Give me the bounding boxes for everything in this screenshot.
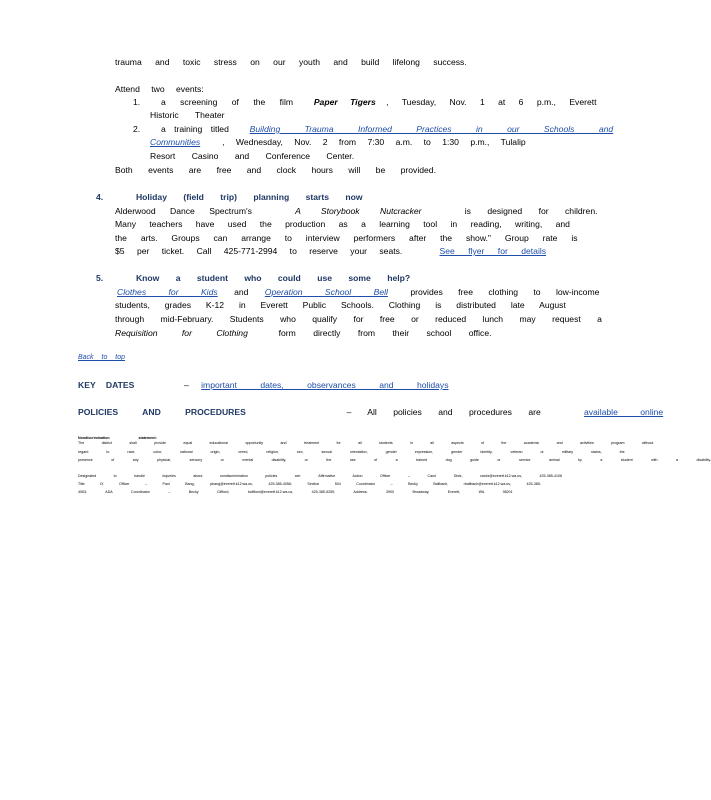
fine-print-p1-l3: presence of any physical, sensory or mental disability, or the use of a trained dog guide or service animal by a student with a disability.: [78, 458, 711, 462]
attend-item-1-cont: Historic Theater: [150, 110, 225, 120]
item5-line2: students, grades K-12 in Everett Public Schools. Clothing is distributed late August: [115, 300, 566, 310]
fine-print-p1-l1: The district shall provide equal educational opportunity and treatment for all students in all aspects of the academic and activities program without: [78, 441, 654, 445]
item4-line2: Many teachers have used the production as a learning tool in reading, writing, and: [115, 219, 570, 229]
back-to-top-link[interactable]: Back to top: [78, 354, 126, 361]
item5-line4: Requisition for Clothing form directly from their school office.: [115, 328, 492, 338]
film-title: Paper Tigers: [313, 97, 376, 107]
attend-lead: Attend two events:: [115, 84, 204, 94]
back-to-top: [78, 353, 125, 363]
attend-item-1: 1. a screening of the film Paper Tigers , Tuesday, Nov. 1 at 6 p.m., Everett: [133, 97, 597, 107]
item4-line3: the arts. Groups can arrange to interview performers after the show." Group rate is: [115, 233, 578, 243]
key-dates-link[interactable]: important dates, observances and holidays: [201, 380, 449, 390]
item5-line3: through mid-February. Students who qualify for free or reduced lunch may request a: [115, 314, 602, 324]
attend-item-2-line2: Communities , Wednesday, Nov. 2 from 7:30 a.m. to 1:30 p.m., Tulalip: [150, 137, 526, 147]
attend-item-2: 2. a training titled Building Trauma Informed Practices in our Schools and: [133, 124, 614, 134]
fine-print-p1-l2: regard to race, color, national origin, creed, religion, sex, sexual orientation, gender expression, gender identity, veteran or military status, the: [78, 450, 625, 454]
item4-line4: $5 per ticket. Call 425-771-2994 to reserve your seats. See flyer for details: [115, 246, 552, 256]
policies: POLICIES AND PROCEDURES – All policies and procedures are available online: [78, 407, 671, 417]
key-dates: KEY DATES – important dates, observances and holidays: [78, 380, 455, 390]
fine-print-p2-l2: Title IX Officer – Paul Bang, pbang@everett.k12.wa.us, 425-385-4056; Section 504 Coordinator – Becky Ballbach, rballbach@everett.k12.wa.us, 425-385-: [78, 482, 541, 486]
attend-both: Both events are free and clock hours will be provided.: [115, 165, 436, 175]
fine-print-p2-l3: 4063; ADA Coordinator – Becky Clifford, bclifford@everett.k12.wa.us, 425-385-5250; Address: 3900 Broadway, Everett, WA 98201: [78, 490, 513, 494]
item5-line1: Clothes for Kids and Operation School Bell provides free clothing to low-income: [117, 287, 600, 297]
policies-link[interactable]: available online: [583, 407, 664, 417]
clothes-for-kids-link[interactable]: Clothes for Kids: [117, 287, 218, 297]
attend-item-2-cont: Resort Casino and Conference Center.: [150, 151, 355, 161]
fine-print-p2-l1: Designated to handle inquiries about nondiscrimination policies are: Affirmative Action Officer – Carol Stolz, cstolz@everett.k12.wa.us, 425-385-4106: [78, 474, 562, 478]
flyer-link[interactable]: See flyer for details: [439, 246, 547, 256]
nondiscrimination-heading: Nondiscrimination statement:: [78, 436, 157, 440]
item4-heading: 4. Holiday (field trip) planning starts now: [96, 192, 363, 202]
item4-line1: Alderwood Dance Spectrum's A Storybook Nutcracker is designed for children.: [115, 206, 598, 216]
training-link[interactable]: Building Trauma Informed Practices in our Schools and: [249, 124, 614, 134]
intro-line: trauma and toxic stress on our youth and build lifelong success.: [115, 57, 467, 67]
operation-school-bell-link[interactable]: Operation School Bell: [264, 287, 388, 297]
training-link-cont[interactable]: Communities: [150, 137, 201, 147]
item5-heading: 5. Know a student who could use some help?: [96, 273, 411, 283]
